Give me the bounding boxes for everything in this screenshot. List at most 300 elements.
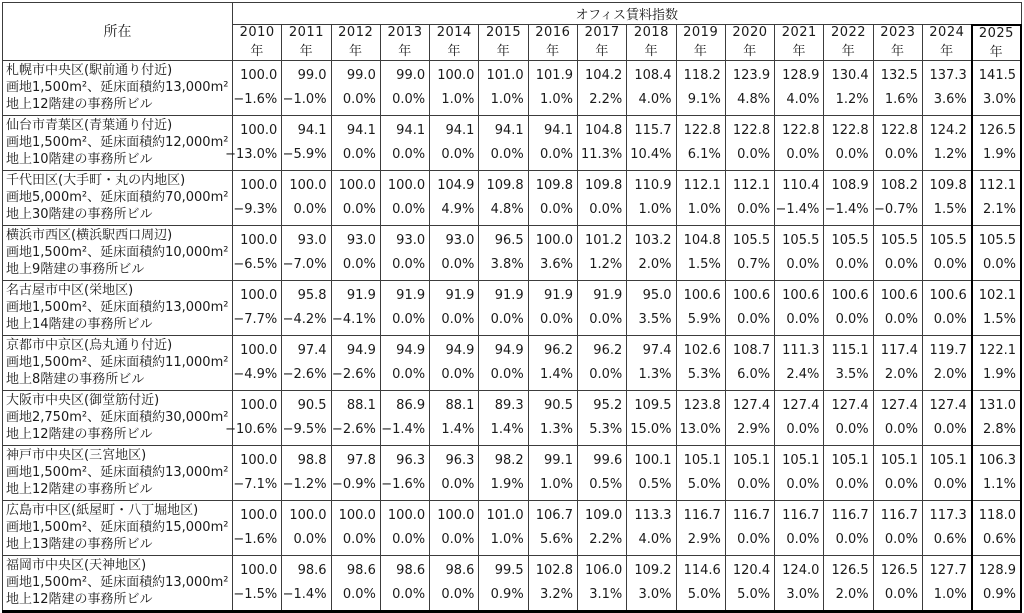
year-data-cell [430, 390, 479, 445]
index-value: 118.2 [683, 68, 721, 83]
index-value: 93.0 [445, 233, 475, 248]
change-value: 4.8% [490, 202, 524, 217]
location-cell [3, 555, 233, 611]
cell-values [479, 336, 527, 390]
cell-values [381, 281, 429, 335]
year-header: 2024年 [922, 25, 971, 61]
change-value: 0.5% [638, 477, 672, 492]
cell-values [332, 501, 380, 555]
index-value: 94.1 [445, 123, 475, 138]
year-data-cell [479, 170, 528, 225]
index-value: 98.6 [396, 563, 426, 578]
cell-values [923, 61, 971, 115]
year-data-cell [233, 555, 282, 611]
cell-values [824, 336, 872, 390]
change-value: 0.0% [786, 422, 820, 437]
change-value: 0.0% [884, 477, 918, 492]
index-value: 105.5 [782, 233, 820, 248]
index-value: 141.5 [978, 68, 1016, 83]
cell-values [332, 61, 380, 115]
year-data-cell [725, 60, 774, 115]
year-data-cell [676, 445, 725, 500]
change-value: −9.3% [233, 202, 278, 217]
location-name: 京都市中京区(烏丸通り付近) [6, 338, 173, 353]
cell-values [430, 61, 478, 115]
change-value: 1.5% [687, 257, 721, 272]
cell-values [824, 391, 872, 445]
index-value: 115.1 [831, 343, 869, 358]
year-data-cell [577, 170, 626, 225]
index-value: 96.2 [593, 343, 623, 358]
change-value: 0.0% [539, 312, 573, 327]
cell-values [973, 171, 1020, 225]
year-data-cell [225, 390, 282, 445]
change-value: 0.0% [737, 147, 771, 162]
location-site-area: 画地1,500m²、延床面積約12,000m² [6, 135, 229, 150]
change-value: −1.0% [282, 92, 327, 107]
change-value: 4.8% [737, 92, 771, 107]
index-value: 94.9 [494, 343, 524, 358]
cell-values [332, 446, 380, 500]
cell-values [430, 391, 478, 445]
change-value: 2.2% [589, 532, 623, 547]
index-value: 96.3 [445, 453, 475, 468]
cell-values [824, 226, 872, 280]
change-value: 0.0% [441, 587, 475, 602]
year-header: 2011年 [282, 25, 331, 61]
change-value: 0.0% [835, 477, 869, 492]
change-value: 0.0% [835, 257, 869, 272]
year-data-cell [282, 500, 331, 555]
change-value: −7.1% [233, 477, 278, 492]
cell-values [874, 556, 922, 610]
year-data-cell [676, 555, 725, 611]
year-data-cell [824, 445, 873, 500]
change-value: 1.9% [490, 477, 524, 492]
change-value: 3.0% [982, 92, 1016, 107]
year-data-cell [972, 335, 1021, 390]
index-value: 100.0 [289, 508, 327, 523]
change-value: 0.0% [933, 422, 967, 437]
index-value: 104.2 [585, 68, 623, 83]
change-value: 1.0% [539, 477, 573, 492]
change-value: 0.0% [982, 257, 1016, 272]
cell-values [923, 336, 971, 390]
year-data-cell [479, 390, 528, 445]
change-value: 0.9% [982, 587, 1016, 602]
cell-values [479, 171, 527, 225]
year-data-cell [233, 500, 282, 555]
change-value: −1.4% [282, 587, 327, 602]
cell-values [381, 391, 429, 445]
index-value: 104.8 [585, 123, 623, 138]
cell-values [578, 171, 626, 225]
cell-values [923, 226, 971, 280]
change-value: 0.0% [737, 312, 771, 327]
cell-values [677, 556, 725, 610]
year-data-cell [676, 225, 725, 280]
index-value: 99.0 [297, 68, 327, 83]
index-value: 98.6 [297, 563, 327, 578]
location-building: 地上12階建の事務所ビル [6, 592, 153, 607]
change-value: 0.0% [589, 202, 623, 217]
cell-values [775, 391, 823, 445]
change-value: 0.0% [392, 587, 426, 602]
year-data-cell [282, 390, 331, 445]
change-value: −1.6% [233, 532, 278, 547]
table-row [3, 280, 1022, 335]
index-value: 97.4 [642, 343, 672, 358]
change-value: 3.8% [490, 257, 524, 272]
year-data-cell [577, 390, 626, 445]
year-data-cell [775, 555, 824, 611]
index-value: 101.9 [535, 68, 573, 83]
change-value: 0.0% [441, 147, 475, 162]
index-value: 91.9 [544, 288, 573, 303]
index-value: 112.1 [732, 178, 771, 193]
year-header: 2025年 [972, 25, 1021, 61]
year-data-cell [380, 170, 429, 225]
index-value: 102.6 [683, 343, 721, 358]
year-data-cell [725, 170, 774, 225]
change-value: −6.5% [233, 257, 278, 272]
index-value: 89.3 [494, 398, 524, 413]
index-value: 124.0 [782, 563, 820, 578]
index-value: 100.0 [240, 178, 278, 193]
index-value: 100.0 [535, 233, 573, 248]
year-data-cell [331, 335, 380, 390]
index-value: 116.7 [880, 508, 918, 523]
year-data-cell [627, 280, 676, 335]
change-value: 6.1% [687, 147, 721, 162]
year-data-cell [725, 555, 774, 611]
index-value: 109.8 [535, 178, 573, 193]
year-data-cell [873, 390, 922, 445]
index-value: 102.8 [535, 563, 573, 578]
cell-values [824, 116, 872, 170]
index-value: 109.2 [634, 563, 672, 578]
index-value: 108.4 [634, 68, 672, 83]
year-data-cell [430, 280, 479, 335]
index-value: 126.5 [880, 563, 918, 578]
table-row [3, 555, 1022, 611]
index-value: 100.6 [880, 288, 918, 303]
change-value: 5.0% [687, 587, 721, 602]
location-cell [3, 390, 233, 445]
index-value: 100.1 [634, 453, 672, 468]
index-value: 105.1 [782, 453, 820, 468]
year-data-cell [627, 555, 676, 611]
change-value: 5.6% [539, 532, 573, 547]
year-data-cell [873, 60, 922, 115]
year-data-cell [331, 390, 380, 445]
change-value: 1.4% [539, 367, 573, 382]
index-value: 123.8 [683, 398, 721, 413]
year-data-cell [873, 335, 922, 390]
index-value: 103.2 [634, 233, 672, 248]
location-building: 地上8階建の事務所ビル [6, 372, 145, 387]
index-value: 109.0 [585, 508, 623, 523]
index-value: 98.8 [297, 453, 327, 468]
cell-values [726, 556, 774, 610]
change-value: 0.0% [933, 257, 967, 272]
year-data-cell [824, 335, 873, 390]
index-value: 100.6 [683, 288, 721, 303]
year-data-cell [479, 115, 528, 170]
year-data-cell [775, 60, 824, 115]
index-value: 122.8 [831, 123, 869, 138]
change-value: 1.4% [490, 422, 524, 437]
change-value: 2.0% [884, 367, 918, 382]
cell-values [824, 556, 872, 610]
change-value: 2.0% [933, 367, 967, 382]
cell-values [874, 501, 922, 555]
year-data-cell [972, 500, 1021, 555]
change-value: 0.0% [884, 532, 918, 547]
cell-values [726, 116, 774, 170]
cell-values [282, 281, 330, 335]
index-value: 96.2 [544, 343, 573, 358]
cell-values [578, 116, 626, 170]
index-value: 96.3 [396, 453, 426, 468]
cell-values [578, 446, 626, 500]
table-row [3, 445, 1022, 500]
index-value: 109.8 [486, 178, 524, 193]
year-header: 2016年 [528, 25, 577, 61]
year-data-cell [380, 555, 429, 611]
year-data-cell [676, 170, 725, 225]
year-data-cell [233, 225, 282, 280]
cell-values [578, 336, 626, 390]
index-value: 97.4 [297, 343, 327, 358]
change-value: 2.9% [737, 422, 771, 437]
change-value: 0.0% [786, 147, 820, 162]
year-header: 2013年 [380, 25, 429, 61]
cell-values [824, 61, 872, 115]
cell-values [233, 226, 281, 280]
change-value: 0.0% [884, 422, 918, 437]
change-value: 2.1% [982, 202, 1016, 217]
change-value: 1.0% [687, 202, 721, 217]
change-value: 0.0% [392, 92, 426, 107]
year-data-cell [873, 445, 922, 500]
change-value: −5.9% [282, 147, 327, 162]
index-value: 90.5 [544, 398, 573, 413]
cell-values [282, 61, 330, 115]
cell-values [479, 116, 527, 170]
cell-values [775, 446, 823, 500]
change-value: 1.1% [982, 477, 1016, 492]
index-value: 88.1 [445, 398, 475, 413]
index-value: 100.6 [782, 288, 820, 303]
change-value: 4.9% [441, 202, 475, 217]
change-value: −7.0% [282, 257, 327, 272]
cell-values [874, 336, 922, 390]
index-value: 94.9 [396, 343, 426, 358]
cell-values [233, 446, 281, 500]
cell-values [332, 556, 380, 610]
cell-values [381, 446, 429, 500]
change-value: 3.2% [539, 587, 573, 602]
year-data-cell [922, 280, 971, 335]
index-value: 127.4 [732, 398, 771, 413]
cell-values [726, 446, 774, 500]
change-value: −2.6% [331, 422, 376, 437]
year-data-cell [972, 115, 1021, 170]
index-value: 95.8 [297, 288, 327, 303]
year-data-cell [528, 445, 577, 500]
index-value: 100.6 [929, 288, 967, 303]
cell-values [923, 501, 971, 555]
year-data-cell [380, 500, 429, 555]
cell-values [726, 61, 774, 115]
cell-values [874, 61, 922, 115]
index-value: 100.0 [387, 178, 426, 193]
index-value: 122.8 [683, 123, 721, 138]
year-data-cell [873, 170, 922, 225]
year-data-cell [873, 500, 922, 555]
year-data-cell [233, 60, 282, 115]
change-value: 0.0% [342, 257, 376, 272]
year-data-cell [972, 60, 1021, 115]
cell-values [381, 171, 429, 225]
cell-values [973, 391, 1020, 445]
index-value: 102.1 [978, 288, 1016, 303]
index-value: 128.9 [782, 68, 820, 83]
location-site-area: 画地1,500m²、延床面積約13,000m² [6, 300, 229, 315]
cell-values [332, 116, 380, 170]
cell-values [824, 281, 872, 335]
cell-values [627, 116, 675, 170]
change-value: 0.0% [786, 312, 820, 327]
index-value: 116.7 [782, 508, 820, 523]
change-value: 2.8% [982, 422, 1016, 437]
cell-values [332, 336, 380, 390]
location-cell [3, 500, 233, 555]
change-value: 0.0% [342, 92, 376, 107]
year-data-cell [380, 115, 429, 170]
change-value: 9.1% [687, 92, 721, 107]
index-value: 90.5 [297, 398, 327, 413]
location-site-area: 画地1,500m²、延床面積約15,000m² [6, 520, 229, 535]
index-value: 100.0 [240, 508, 278, 523]
title-header-row [3, 3, 1022, 25]
table-row [3, 390, 1022, 445]
index-value: 105.5 [978, 233, 1016, 248]
change-value: 5.9% [687, 312, 721, 327]
cell-values [824, 171, 872, 225]
change-value: 0.0% [441, 477, 475, 492]
year-data-cell [922, 390, 971, 445]
location-name: 神戸市中央区(三宮地区) [6, 448, 147, 463]
year-data-cell [577, 115, 626, 170]
index-value: 100.0 [240, 233, 278, 248]
change-value: −13.0% [225, 147, 278, 162]
year-data-cell [676, 500, 725, 555]
cell-values [233, 171, 281, 225]
change-value: 0.0% [490, 367, 524, 382]
year-data-cell [282, 170, 331, 225]
year-data-cell [331, 280, 380, 335]
location-name: 広島市中区(紙屋町・八丁堀地区) [6, 503, 199, 518]
change-value: 1.0% [638, 202, 672, 217]
change-value: 11.3% [580, 147, 623, 162]
cell-values [529, 391, 577, 445]
year-data-cell [233, 170, 282, 225]
cell-values [775, 501, 823, 555]
year-data-cell [627, 60, 676, 115]
year-data-cell [331, 445, 380, 500]
change-value: 0.0% [835, 422, 869, 437]
index-value: 111.3 [782, 343, 820, 358]
cell-values [726, 226, 774, 280]
change-value: 0.0% [342, 202, 376, 217]
location-building: 地上12階建の事務所ビル [6, 482, 153, 497]
cell-values [775, 171, 823, 225]
cell-values [677, 116, 725, 170]
index-value: 122.8 [732, 123, 771, 138]
location-name: 横浜市西区(横浜駅西口周辺) [6, 228, 173, 243]
cell-values [775, 336, 823, 390]
cell-values [775, 226, 823, 280]
cell-values [529, 226, 577, 280]
cell-values [282, 116, 330, 170]
year-data-cell [775, 115, 824, 170]
index-value: 91.9 [593, 288, 623, 303]
location-cell [3, 335, 233, 390]
table-row [3, 335, 1022, 390]
table-row [3, 170, 1022, 225]
cell-values [973, 116, 1020, 170]
year-data-cell [528, 115, 577, 170]
cell-values [677, 336, 725, 390]
change-value: −2.6% [331, 367, 376, 382]
year-data-cell [972, 280, 1021, 335]
change-value: 0.0% [342, 532, 376, 547]
cell-values [233, 61, 281, 115]
change-value: 1.2% [933, 147, 967, 162]
year-data-cell [824, 60, 873, 115]
year-data-cell [479, 335, 528, 390]
year-data-cell [479, 500, 528, 555]
index-value: 93.0 [396, 233, 426, 248]
year-data-cell [430, 335, 479, 390]
change-value: 0.0% [342, 587, 376, 602]
change-value: 0.0% [835, 312, 869, 327]
change-value: 0.0% [392, 532, 426, 547]
cell-values [874, 116, 922, 170]
index-value: 105.5 [831, 233, 869, 248]
change-value: −1.4% [381, 422, 426, 437]
table-row [3, 60, 1022, 115]
index-value: 108.2 [880, 178, 918, 193]
index-value: 100.0 [240, 123, 278, 138]
change-value: 0.0% [392, 257, 426, 272]
change-value: 1.3% [638, 367, 672, 382]
change-value: −1.4% [824, 202, 869, 217]
index-value: 95.2 [593, 398, 623, 413]
year-data-cell [528, 335, 577, 390]
index-value: 105.1 [831, 453, 869, 468]
change-value: 0.0% [884, 147, 918, 162]
change-value: 3.5% [638, 312, 672, 327]
cell-values [578, 61, 626, 115]
index-value: 101.0 [486, 68, 524, 83]
location-site-area: 画地1,500m²、延床面積約13,000m² [6, 465, 229, 480]
change-value: 0.0% [293, 532, 327, 547]
year-header: 2018年 [627, 25, 676, 61]
change-value: 3.1% [589, 587, 623, 602]
